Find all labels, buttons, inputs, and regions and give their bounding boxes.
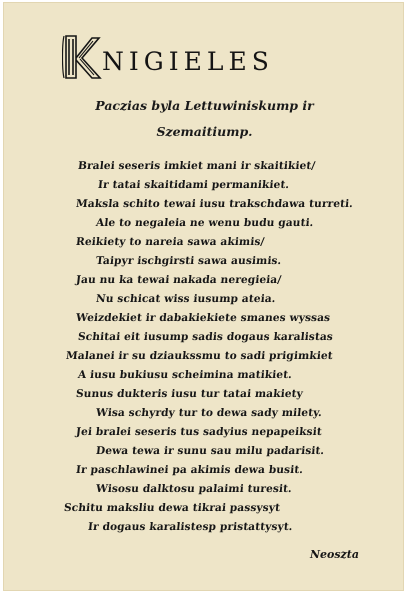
- verse-line-11: Malanei ir su dziaukssmu to sadi prigimkiet: [65, 350, 334, 362]
- verse-line-6: Taipyr ischgirsti sawa ausimis.: [95, 255, 282, 267]
- verse-line-9: Weizdekiet ir dabakiekiete smanes wyssas: [75, 312, 331, 324]
- verse-line-1: Bralei seseris imkiet mani ir skaitikiet/: [77, 160, 316, 172]
- verse-line-3: Maksla schito tewai iusu trakschdawa turreti.: [75, 198, 354, 210]
- verse-line-8: Nu schicat wiss iusump ateia.: [95, 293, 277, 305]
- verse-line-12: A iusu bukiusu scheimina matikiet.: [77, 369, 293, 381]
- title-text: NIGIELES: [102, 47, 274, 76]
- verse-line-13: Sunus dukteris iusu tur tatai makiety: [75, 388, 304, 400]
- verse-line-14: Wisa schyrdy tur to dewa sady milety.: [95, 407, 323, 419]
- title: [60, 34, 380, 84]
- verse-line-17: Ir paschlawinei pa akimis dewa busit.: [75, 464, 304, 476]
- verse-line-7: Jau nu ka tewai nakada neregieia/: [75, 274, 282, 286]
- verse-line-2: Ir tatai skaitidami permanikiet.: [97, 179, 290, 191]
- verse-line-20: Ir dogaus karalistesp pristattysyt.: [87, 521, 294, 533]
- verse-line-4: Ale to negaleia ne wenu budu gauti.: [95, 217, 315, 229]
- verse-line-10: Schitai eit iusump sadis dogaus karalistas: [77, 331, 334, 343]
- signature: Neoszta: [309, 548, 359, 561]
- verse-line-18: Wisosu dalktosu palaimi turesit.: [95, 483, 293, 495]
- subtitle-line-1: Paczias byla Lettuwiniskump ir: [95, 98, 314, 113]
- verse-line-5: Reikiety to nareia sawa akimis/: [75, 236, 266, 248]
- verse-line-15: Jei bralei seseris tus sadyius nepapeiksit: [75, 426, 323, 438]
- verse-line-16: Dewa tewa ir sunu sau milu padarisit.: [95, 445, 325, 457]
- subtitle-line-2: Szemaitiump.: [156, 124, 253, 139]
- verse-line-19: Schitu maksliu dewa tikrai passysyt: [63, 502, 281, 514]
- ornamental-initial-k: [62, 34, 102, 80]
